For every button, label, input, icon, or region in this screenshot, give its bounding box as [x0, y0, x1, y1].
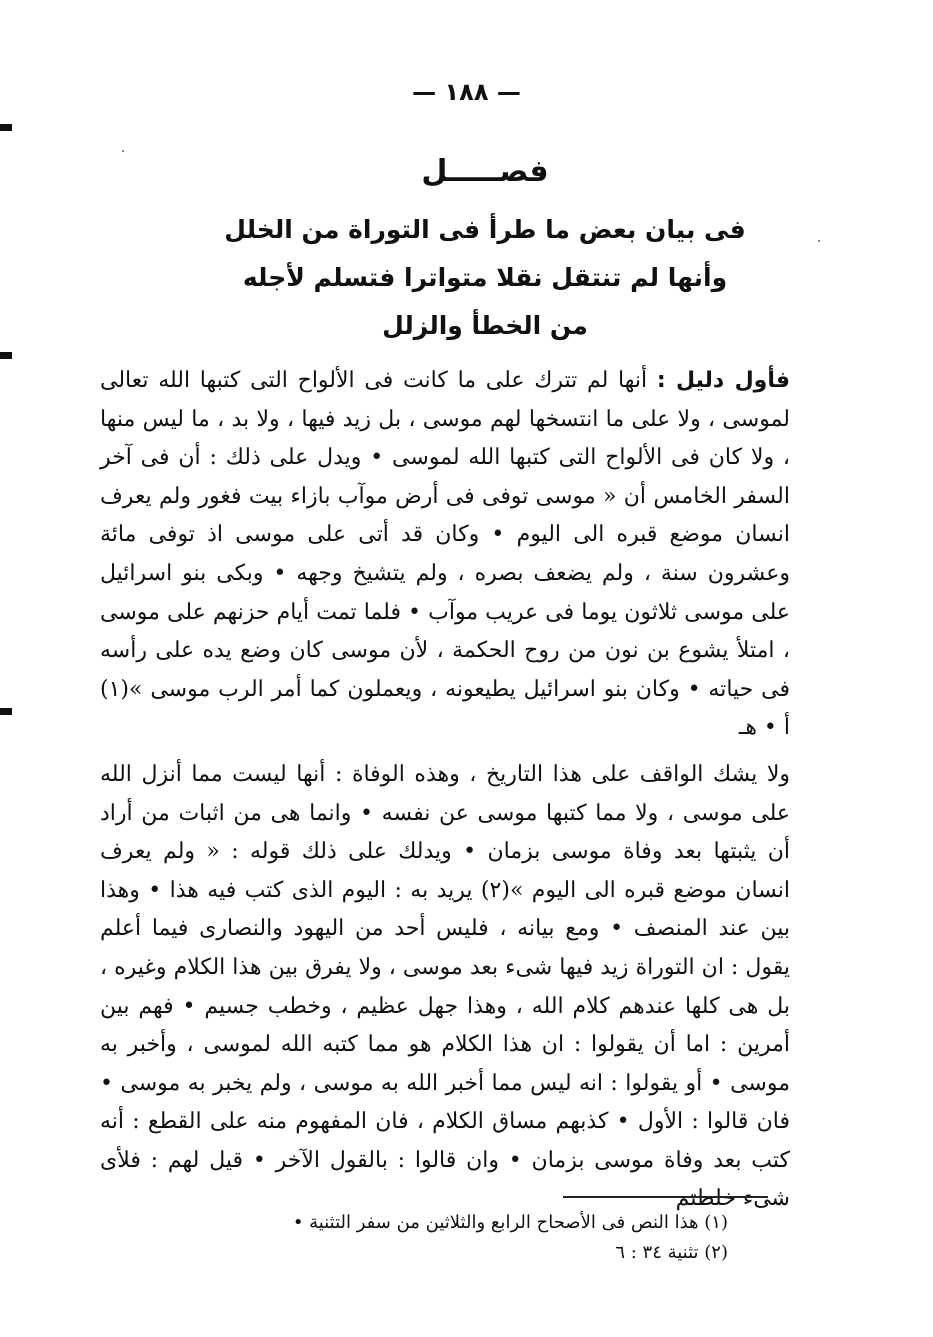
- paragraph-text: أنها لم تترك على ما كانت فى الألواح التى كتبها الله تعالى لموسى ، ولا على ما انتسخها لهم موسى ، بل زيد فيها ، ولا بد ، ما ليس منها ، ولا كان فى الألواح التى كتبها الله لموسى • ويدل على ذلك : أن فى آخر السفر الخامس أن « موسى توفى فى أرض موآب بازاء بيت فغور ولم يعرف انسان موضع قبره الى اليوم • وكان قد أتى على موسى اذ توفى مائة وعشرون سنة ، ولم يضعف بصره ، ولم يتشيخ وجهه • وبكى بنو اسرائيل على موسى ثلاثون يوما فى عريب موآب • فلما تمت أيام حزنهم على موسى ، امتلأ يشوع بن نون من روح الحكمة ، لأن موسى كان وضع يده على رأسه فى حياته • وكان بنو اسرائيل يطيعونه ، ويعملون كما أمر الرب موسى »(١) أ • هـ: [100, 368, 790, 741]
- chapter-heading: [140, 150, 830, 350]
- paragraph: [100, 756, 790, 1219]
- body-text: [100, 362, 790, 1219]
- scan-edge-mark: [0, 124, 12, 131]
- footnotes: [140, 1208, 728, 1268]
- footnote: (٢) تثنية ٣٤ : ٦: [615, 1242, 728, 1263]
- section-title: فصـــــل: [421, 154, 549, 189]
- footnote-divider: [563, 1196, 768, 1198]
- paragraph-lead: فأول دليل :: [656, 368, 791, 393]
- paragraph: [100, 362, 790, 748]
- subtitle-line: وأنها لم تنتقل نقلا متواترا فتسلم لأجله: [242, 263, 728, 292]
- footnote: (١) هذا النص فى الأصحاح الرابع والثلاثين من سفر التثنية •: [292, 1212, 728, 1233]
- scan-edge-mark: [0, 708, 12, 715]
- paragraph-text: ولا يشك الواقف على هذا التاريخ ، وهذه الوفاة : أنها ليست مما أنزل الله على موسى ، ولا مما كتبها موسى عن نفسه • وانما هى من اثبات من أراد أن يثبتها بعد وفاة موسى بزمان • ويدلك على ذلك قوله : « ولم يعرف انسان موضع قبره الى اليوم »(٢) يريد به : اليوم الذى كتب فيه هذا • وهذا بين عند المنصف • ومع بيانه ، فليس أحد من اليهود والنصارى فيما أعلم يقول : ان التوراة زيد فيها شىء بعد موسى ، ولا يفرق بين هذا الكلام وغيره ، بل هى كلها عندهم كلام الله ، وهذا جهل عظيم ، وخطب جسيم • فهم بين أمرين : اما أن يقولوا : ان هذا الكلام هو مما كتبه الله لموسى ، وأخبر به موسى • أو يقولوا : انه ليس مما أخبر الله به موسى ، ولم يخبر به موسى • فان قالوا : الأول • كذبهم مساق الكلام ، فان المفهوم منه على القطع : أنه كتب بعد وفاة موسى بزمان • وان قالوا : بالقول الآخر • قيل لهم : فلأى شىء خلطتم: [100, 761, 791, 1212]
- scan-speck: [122, 150, 124, 152]
- page-number: — ١٨٨ —: [412, 78, 521, 106]
- subtitle-line: فى بيان بعض ما طرأ فى التوراة من الخلل: [224, 215, 746, 244]
- subtitle-line: من الخطأ والزلل: [382, 311, 588, 340]
- scan-edge-mark: [0, 352, 12, 359]
